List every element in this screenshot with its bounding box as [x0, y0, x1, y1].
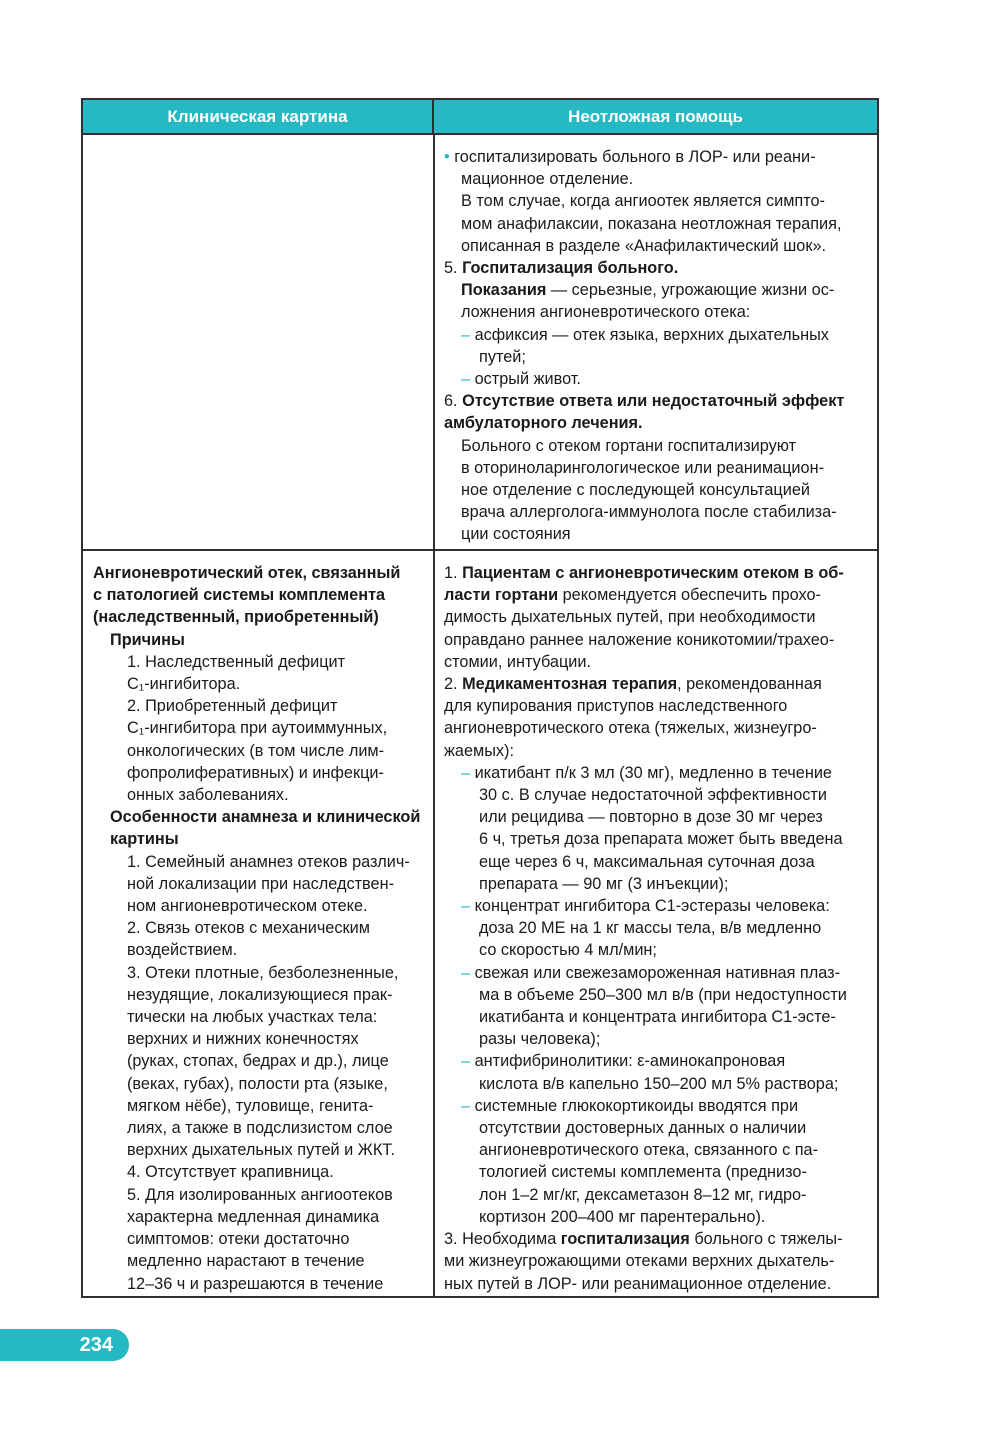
text: в оториноларингологическое или реанимацион-	[461, 458, 824, 477]
text: свежая или свежезамороженная нативная плаз-	[470, 963, 840, 982]
bold-text: Ангионевротический отек, связанный	[93, 564, 401, 582]
list-marker: –	[461, 370, 471, 389]
list-marker: –	[461, 763, 471, 782]
text: , рекомендованная	[677, 675, 822, 694]
text-line	[444, 1228, 874, 1250]
row1-emergency-cell	[444, 146, 874, 546]
text-line	[444, 562, 874, 584]
text: онных заболеваниях.	[127, 786, 289, 805]
text: рекомендуется обеспечить прохо-	[558, 586, 821, 605]
text: 3. Необходима	[444, 1230, 561, 1249]
text: C₁-ингибитора.	[127, 675, 241, 694]
text-line	[93, 873, 429, 895]
text-line	[444, 629, 874, 651]
text-line	[444, 740, 874, 762]
text: лиях, а также в подслизистом слое	[127, 1119, 393, 1138]
text: димость дыхательных путей, при необходимости	[444, 608, 816, 627]
text-line	[444, 1139, 874, 1161]
text-line	[93, 740, 429, 762]
text-line	[444, 412, 874, 434]
bold-text: Госпитализация больного.	[462, 259, 679, 278]
text: или рецидива — повторно в дозе 30 мг через	[479, 808, 823, 827]
text-line	[444, 368, 874, 390]
text-line	[444, 390, 874, 412]
text-line	[444, 1028, 874, 1050]
text-line	[444, 895, 874, 917]
bold-text: ласти гортани	[444, 586, 559, 605]
text-line	[93, 584, 429, 606]
text-line	[444, 1117, 874, 1139]
list-marker: –	[461, 1096, 471, 1115]
text-line	[444, 1161, 874, 1183]
text-line	[93, 762, 429, 784]
text-line	[93, 1206, 429, 1228]
list-marker: –	[461, 1052, 471, 1071]
text-line	[444, 213, 874, 235]
text: 5. Для изолированных ангиоотеков	[127, 1185, 393, 1204]
text: (руках, стопах, бедрах и др.), лице	[127, 1052, 389, 1071]
text: В том случае, когда ангиоотек является симпто-	[461, 192, 825, 211]
bold-text: Медикаментозная терапия	[462, 675, 678, 694]
text-line	[444, 479, 874, 501]
text-line	[93, 851, 429, 873]
text-line	[93, 717, 429, 739]
text: 6.	[444, 392, 463, 411]
text-line	[444, 917, 874, 939]
column-divider	[433, 135, 435, 1298]
bold-text: (наследственный, приобретенный)	[93, 608, 379, 627]
row2-clinical-cell	[93, 562, 429, 1295]
text-line	[444, 190, 874, 212]
text: антифибринолитики: ε-аминокапроновая	[470, 1052, 786, 1071]
text-line	[444, 279, 874, 301]
text: онкологических (в том числе лим-	[127, 741, 385, 760]
text: доза 20 МЕ на 1 кг массы тела, в/в медленно	[479, 919, 822, 938]
text: медленно нарастают в течение	[127, 1252, 365, 1271]
text-line	[444, 606, 874, 628]
text-line	[93, 1073, 429, 1095]
text: стомии, интубации.	[444, 652, 591, 671]
text: Больного с отеком гортани госпитализируют	[461, 436, 797, 455]
text: 1. Семейный анамнез отеков различ-	[127, 852, 410, 871]
bold-text: госпитализация	[560, 1230, 690, 1249]
text: жаемых):	[444, 741, 514, 760]
text: оправдано раннее наложение коникотомии/трахео-	[444, 630, 835, 649]
text-line	[93, 1050, 429, 1072]
text-line	[93, 1095, 429, 1117]
bold-text: Особенности анамнеза и клинической	[110, 808, 421, 827]
text-line	[93, 651, 429, 673]
text: 3. Отеки плотные, безболезненные,	[127, 963, 399, 982]
text-line	[93, 962, 429, 984]
text-line	[444, 1184, 874, 1206]
text-line	[444, 1006, 874, 1028]
text-line	[444, 457, 874, 479]
bold-text: Отсутствие ответа или недостаточный эффект	[462, 392, 845, 411]
text: C₁-ингибитора при аутоиммунных,	[127, 719, 388, 738]
text-line	[93, 629, 429, 651]
text-line	[444, 346, 874, 368]
text: кислота в/в капельно 150–200 мл 5% раствора;	[479, 1074, 839, 1093]
text: 4. Отсутствует крапивница.	[127, 1163, 334, 1182]
text: мом анафилаксии, показана неотложная терапия,	[461, 214, 842, 233]
text: мягком нёбе), туловище, генита-	[127, 1096, 374, 1115]
text: фопролиферативных) и инфекци-	[127, 763, 384, 782]
text: со скоростью 4 мл/мин;	[479, 941, 657, 960]
list-marker: –	[461, 963, 471, 982]
text: 12–36 ч и разрешаются в течение	[127, 1274, 384, 1293]
page-number: 234	[0, 1329, 129, 1361]
text-line	[444, 1095, 874, 1117]
text-line	[93, 828, 429, 850]
text-line	[444, 1206, 874, 1228]
bold-text: Причины	[110, 630, 185, 649]
text: (веках, губах), полости рта (языке,	[127, 1074, 388, 1093]
text-line	[444, 828, 874, 850]
text: мационное отделение.	[461, 170, 634, 189]
text-line	[93, 1139, 429, 1161]
text-line	[444, 762, 874, 784]
text: госпитализировать больного в ЛОР- или реани-	[449, 148, 816, 166]
text: больного с тяжелы-	[689, 1230, 843, 1249]
text: верхних дыхательных путей и ЖКТ.	[127, 1141, 395, 1160]
text: системные глюкокортикоиды вводятся при	[470, 1096, 799, 1115]
text: 2.	[444, 675, 463, 694]
text-line	[93, 1161, 429, 1183]
text-line	[444, 873, 874, 895]
text-line	[444, 651, 874, 673]
text-line	[93, 1228, 429, 1250]
text-line	[444, 435, 874, 457]
text-line	[93, 895, 429, 917]
text: симптомов: отеки достаточно	[127, 1230, 350, 1249]
text: икатибант п/к 3 мл (30 мг), медленно в течение	[470, 763, 832, 782]
bold-text: амбулаторного лечения.	[444, 414, 643, 433]
text: для купирования приступов наследственного	[444, 697, 788, 716]
text-line	[444, 806, 874, 828]
text-line	[93, 806, 429, 828]
text-line	[444, 235, 874, 257]
text: верхних и нижних конечностях	[127, 1030, 359, 1049]
text: еще через 6 ч, максимальная суточная доза	[479, 852, 815, 871]
text-line	[444, 673, 874, 695]
text-line	[93, 784, 429, 806]
text-line	[444, 962, 874, 984]
text-line	[444, 784, 874, 806]
text: препарата — 90 мг (3 инъекции);	[479, 874, 729, 893]
text-line	[93, 939, 429, 961]
bold-text: Пациентам с ангионевротическим отеком в об-	[462, 564, 844, 582]
text: тически на любых участках тела:	[127, 1008, 378, 1027]
text: ном ангионевротическом отеке.	[127, 897, 368, 916]
text-line	[93, 1250, 429, 1272]
text-line	[93, 695, 429, 717]
text-line	[444, 523, 874, 545]
bold-text: с патологией системы комплемента	[93, 586, 386, 605]
text-line	[93, 606, 429, 628]
text-line	[93, 1117, 429, 1139]
text: 1.	[444, 564, 463, 582]
list-marker: –	[461, 897, 471, 916]
text: 6 ч, третья доза препарата может быть введена	[479, 830, 843, 849]
text-line	[93, 1028, 429, 1050]
bold-text: картины	[110, 830, 179, 849]
text: путей;	[479, 347, 526, 366]
text: острый живот.	[470, 370, 581, 389]
text: лон 1–2 мг/кг, дексаметазон 8–12 мг, гидро-	[479, 1185, 807, 1204]
text-line	[444, 324, 874, 346]
text-line	[444, 257, 874, 279]
text: ми жизнеугрожающими отеками верхних дыхатель-	[444, 1252, 835, 1271]
text-line	[93, 917, 429, 939]
text: асфиксия — отек языка, верхних дыхательных	[470, 325, 829, 344]
text: 5.	[444, 259, 463, 278]
text: икатибанта и концентрата ингибитора С1-эсте-	[479, 1008, 836, 1027]
text-line	[93, 673, 429, 695]
text-line	[444, 168, 874, 190]
text-line	[444, 695, 874, 717]
text: ции состояния	[461, 525, 571, 544]
text: ма в объеме 250–300 мл в/в (при недоступности	[479, 985, 847, 1004]
text-line	[444, 984, 874, 1006]
text: — серьезные, угрожающие жизни ос-	[546, 281, 835, 300]
text-line	[444, 501, 874, 523]
text: незудящие, локализующиеся прак-	[127, 985, 393, 1004]
text: ангионевротического отека, связанного с па-	[479, 1141, 819, 1160]
text: отсутствии достоверных данных о наличии	[479, 1119, 807, 1138]
text-line	[444, 1250, 874, 1272]
text: ное отделение с последующей консультацией	[461, 481, 810, 500]
text: 2. Связь отеков с механическим	[127, 919, 370, 938]
text: характерна медленная динамика	[127, 1207, 380, 1226]
text: ангионевротического отека (тяжелых, жизнеугро-	[444, 719, 817, 738]
text: кортизон 200–400 мг парентерально).	[479, 1207, 766, 1226]
text-line	[93, 1273, 429, 1295]
list-marker: –	[461, 325, 471, 344]
list-marker: •	[444, 148, 450, 166]
text: описанная в разделе «Анафилактический шок».	[461, 236, 827, 255]
text: 30 с. В случае недостаточной эффективности	[479, 786, 827, 805]
text: воздействием.	[127, 941, 238, 960]
text: ной локализации при наследствен-	[127, 874, 394, 893]
text-line	[444, 1073, 874, 1095]
text-line	[93, 1184, 429, 1206]
text: ных путей в ЛОР- или реанимационное отделение.	[444, 1274, 832, 1293]
header-clinical-picture: Клиническая картина	[83, 100, 434, 135]
clinical-table	[81, 98, 879, 1298]
row2-emergency-cell	[444, 562, 874, 1295]
text-line	[444, 584, 874, 606]
text-line	[444, 1050, 874, 1072]
text: 2. Приобретенный дефицит	[127, 697, 338, 716]
bold-text: Показания	[461, 281, 547, 300]
text-line	[444, 717, 874, 739]
row-divider	[83, 549, 877, 551]
text: тологией системы комплемента (преднизо-	[479, 1163, 807, 1182]
text-line	[93, 1006, 429, 1028]
header-emergency-care: Неотложная помощь	[434, 100, 877, 135]
text-line	[93, 984, 429, 1006]
text: 1. Наследственный дефицит	[127, 652, 346, 671]
text-line	[444, 146, 874, 168]
text-line	[444, 851, 874, 873]
text: концентрат ингибитора С1-эстеразы человека:	[470, 897, 830, 916]
text: врача аллерголога-иммунолога после стабилиза-	[461, 503, 837, 522]
text-line	[444, 301, 874, 323]
text-line	[444, 1273, 874, 1295]
text: ложнения ангионевротического отека:	[461, 303, 751, 322]
text-line	[444, 939, 874, 961]
text-line	[93, 562, 429, 584]
text: разы человека);	[479, 1030, 601, 1049]
